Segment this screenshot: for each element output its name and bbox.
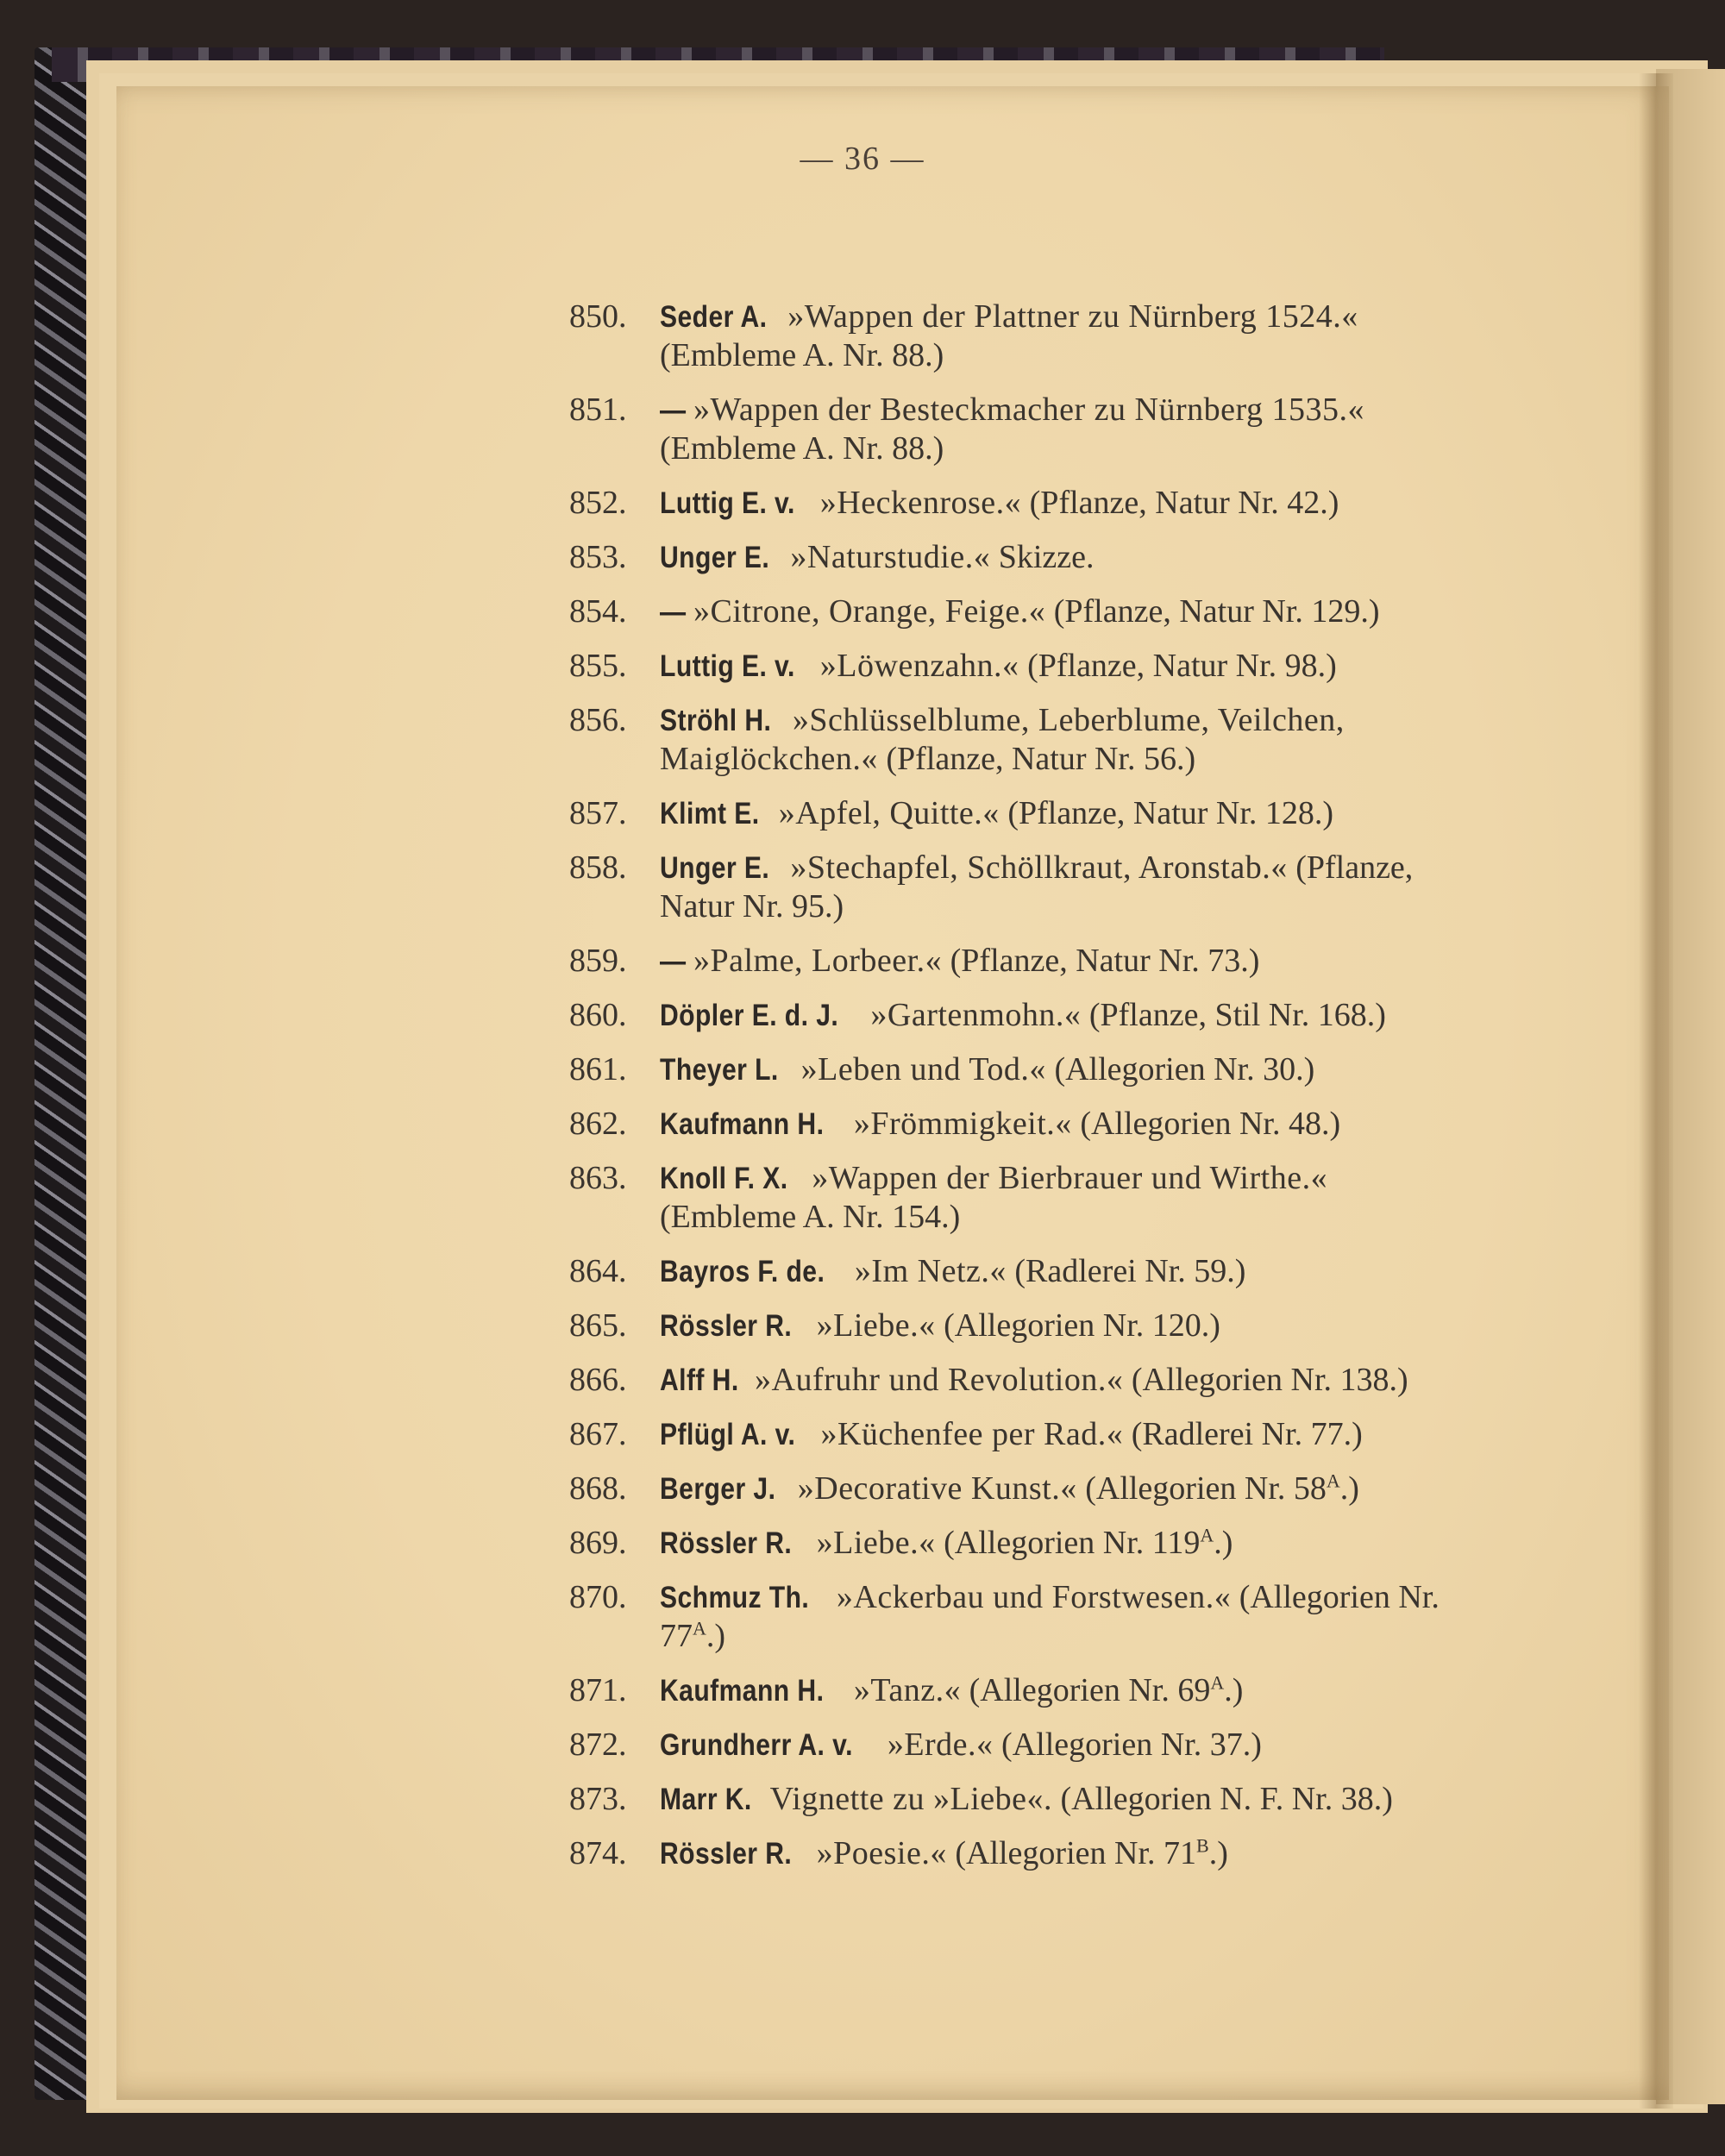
catalog-entry bbox=[569, 1105, 1471, 1144]
entry-reference: Skizze. bbox=[998, 539, 1095, 575]
entry-artist: Kaufmann H. bbox=[660, 1674, 825, 1708]
entry-title: »Apfel, Quitte.« bbox=[778, 795, 1000, 831]
entry-number: 857. bbox=[569, 795, 627, 831]
entry-title: »Heckenrose.« bbox=[819, 485, 1022, 521]
entry-reference: (Pflanze, Natur Nr. 128.) bbox=[1007, 795, 1334, 831]
entry-artist: Kaufmann H. bbox=[660, 1107, 825, 1141]
catalog-entry bbox=[569, 794, 1471, 833]
catalog-entry bbox=[569, 1524, 1471, 1563]
catalog-entry bbox=[569, 996, 1471, 1035]
entry-title: »Löwenzahn.« bbox=[819, 648, 1019, 684]
entry-reference: (Pflanze, Natur Nr. 73.) bbox=[950, 943, 1260, 979]
entry-artist: Rössler R. bbox=[660, 1526, 793, 1560]
entry-number: 851. bbox=[569, 392, 627, 428]
catalog-entry bbox=[569, 1834, 1471, 1873]
entry-reference: (Allegorien Nr. 71 bbox=[955, 1835, 1196, 1871]
entry-reference: (Allegorien Nr. 37.) bbox=[1001, 1727, 1262, 1763]
entry-artist: Alff H. bbox=[660, 1363, 739, 1397]
entry-number: 862. bbox=[569, 1106, 627, 1142]
catalog-entry bbox=[569, 701, 1471, 779]
entry-number: 854. bbox=[569, 593, 627, 630]
entry-title: »Ackerbau und Forstwesen.« bbox=[836, 1579, 1232, 1615]
catalog-entry bbox=[569, 1050, 1471, 1089]
entry-reference: (Radlerei Nr. 59.) bbox=[1014, 1253, 1246, 1289]
catalog-entry bbox=[569, 849, 1471, 926]
entry-artist: Berger J. bbox=[660, 1472, 776, 1506]
entry-artist: Luttig E. v. bbox=[660, 649, 795, 683]
entry-artist: — bbox=[660, 944, 687, 978]
entry-title: »Wappen der Plattner zu Nürnberg 1524.« bbox=[787, 298, 1358, 335]
entry-title: »Stechapfel, Schöllkraut, Aronstab.« bbox=[790, 849, 1288, 886]
entry-reference: (Allegorien Nr. 30.) bbox=[1054, 1051, 1315, 1087]
entry-number: 861. bbox=[569, 1051, 627, 1087]
entry-artist: Rössler R. bbox=[660, 1837, 793, 1871]
entry-reference-superscript: B bbox=[1196, 1834, 1209, 1857]
entry-number: 853. bbox=[569, 539, 627, 575]
entry-number: 869. bbox=[569, 1525, 627, 1561]
catalog-entry bbox=[569, 1415, 1471, 1454]
entry-title: »Gartenmohn.« bbox=[870, 997, 1082, 1033]
entry-number: 872. bbox=[569, 1727, 627, 1763]
entry-reference-superscript: A bbox=[1200, 1524, 1214, 1546]
catalog-entry bbox=[569, 1578, 1471, 1656]
entry-number: 850. bbox=[569, 298, 627, 335]
entry-title: »Liebe.« bbox=[816, 1307, 936, 1344]
entry-artist: Seder A. bbox=[660, 300, 768, 334]
entry-artist: — bbox=[660, 595, 687, 629]
entry-artist: Ströhl H. bbox=[660, 704, 772, 737]
entry-reference: (Allegorien Nr. 48.) bbox=[1080, 1106, 1341, 1142]
catalog-entry-list bbox=[569, 298, 1471, 1889]
entry-reference: (Pflanze, Natur Nr. 42.) bbox=[1029, 485, 1339, 521]
catalog-entry bbox=[569, 592, 1471, 631]
entry-number: 860. bbox=[569, 997, 627, 1033]
entry-number: 858. bbox=[569, 849, 627, 886]
entry-reference-superscript: A bbox=[693, 1617, 706, 1639]
entry-artist: Knoll F. X. bbox=[660, 1162, 788, 1195]
entry-number: 871. bbox=[569, 1672, 627, 1708]
catalog-entry bbox=[569, 484, 1471, 523]
entry-title: »Im Netz.« bbox=[854, 1253, 1007, 1289]
entry-title: Vignette zu »Liebe«. bbox=[769, 1781, 1053, 1817]
entry-artist: Theyer L. bbox=[660, 1053, 779, 1087]
entry-reference: (Allegorien Nr. 58 bbox=[1085, 1470, 1327, 1507]
entry-title: »Wappen der Besteckmacher zu Nürnberg 1535.« bbox=[693, 392, 1364, 428]
entry-reference-end: .) bbox=[1208, 1835, 1228, 1871]
entry-number: 867. bbox=[569, 1416, 627, 1452]
entry-title: »Küchenfee per Rad.« bbox=[820, 1416, 1124, 1452]
entry-number: 870. bbox=[569, 1579, 627, 1615]
entry-number: 864. bbox=[569, 1253, 627, 1289]
catalog-entry bbox=[569, 1307, 1471, 1345]
catalog-entry bbox=[569, 942, 1471, 981]
entry-reference: (Pflanze, Natur Nr. 56.) bbox=[886, 741, 1196, 777]
entry-title: »Erde.« bbox=[887, 1727, 994, 1763]
entry-number: 855. bbox=[569, 648, 627, 684]
entry-artist: — bbox=[660, 393, 687, 427]
entry-reference-end: .) bbox=[1224, 1672, 1244, 1708]
entry-title: »Leben und Tod.« bbox=[800, 1051, 1046, 1087]
page-number: — 36 — bbox=[800, 141, 925, 177]
catalog-entry bbox=[569, 1470, 1471, 1508]
page-gutter-shadow bbox=[1639, 73, 1673, 2109]
catalog-entry bbox=[569, 298, 1471, 375]
entry-artist: Unger E. bbox=[660, 851, 770, 885]
entry-artist: Rössler R. bbox=[660, 1309, 793, 1343]
entry-reference: (Allegorien Nr. 119 bbox=[944, 1525, 1201, 1561]
catalog-entry bbox=[569, 391, 1471, 468]
catalog-entry bbox=[569, 1252, 1471, 1291]
entry-number: 873. bbox=[569, 1781, 627, 1817]
entry-artist: Schmuz Th. bbox=[660, 1581, 810, 1614]
entry-number: 868. bbox=[569, 1470, 627, 1507]
entry-reference: (Pflanze, Natur Nr. 95.) bbox=[660, 849, 1414, 924]
entry-title: »Palme, Lorbeer.« bbox=[693, 943, 943, 979]
entry-reference: (Allegorien Nr. 138.) bbox=[1131, 1362, 1408, 1398]
catalog-entry bbox=[569, 538, 1471, 577]
entry-title: »Schlüsselblume, Leberblume, Veilchen, Maiglöckchen.« bbox=[660, 702, 1345, 777]
entry-reference-end: .) bbox=[1339, 1470, 1359, 1507]
entry-title: »Aufruhr und Revolution.« bbox=[755, 1362, 1124, 1398]
entry-title: »Tanz.« bbox=[853, 1672, 962, 1708]
entry-reference-superscript: A bbox=[1326, 1470, 1340, 1492]
entry-reference: (Allegorien Nr. 77 bbox=[660, 1579, 1440, 1654]
entry-number: 874. bbox=[569, 1835, 627, 1871]
entry-number: 866. bbox=[569, 1362, 627, 1398]
entry-reference: (Allegorien Nr. 120.) bbox=[944, 1307, 1220, 1344]
entry-reference: (Radlerei Nr. 77.) bbox=[1131, 1416, 1363, 1452]
entry-title: »Poesie.« bbox=[816, 1835, 947, 1871]
entry-reference: (Embleme A. Nr. 154.) bbox=[660, 1199, 961, 1235]
entry-title: »Wappen der Bierbrauer und Wirthe.« bbox=[812, 1160, 1328, 1196]
catalog-entry bbox=[569, 1159, 1471, 1237]
entry-title: »Citrone, Orange, Feige.« bbox=[693, 593, 1046, 630]
entry-title: »Naturstudie.« bbox=[790, 539, 991, 575]
entry-reference: (Pflanze, Stil Nr. 168.) bbox=[1088, 997, 1386, 1033]
entry-number: 865. bbox=[569, 1307, 627, 1344]
entry-reference-superscript: A bbox=[1210, 1671, 1225, 1694]
entry-artist: Pflügl A. v. bbox=[660, 1418, 796, 1451]
entry-artist: Klimt E. bbox=[660, 797, 760, 830]
catalog-entry bbox=[569, 647, 1471, 686]
entry-reference: (Pflanze, Natur Nr. 98.) bbox=[1027, 648, 1337, 684]
entry-artist: Luttig E. v. bbox=[660, 486, 795, 520]
entry-reference: (Allegorien Nr. 69 bbox=[969, 1672, 1211, 1708]
entry-reference-end: .) bbox=[1214, 1525, 1233, 1561]
entry-number: 863. bbox=[569, 1160, 627, 1196]
entry-artist: Döpler E. d. J. bbox=[660, 999, 839, 1032]
entry-artist: Marr K. bbox=[660, 1783, 752, 1816]
entry-artist: Unger E. bbox=[660, 541, 770, 574]
entry-title: »Decorative Kunst.« bbox=[797, 1470, 1077, 1507]
entry-number: 852. bbox=[569, 485, 627, 521]
entry-title: »Liebe.« bbox=[816, 1525, 936, 1561]
entry-artist: Grundherr A. v. bbox=[660, 1728, 853, 1762]
entry-number: 859. bbox=[569, 943, 627, 979]
catalog-entry bbox=[569, 1361, 1471, 1400]
catalog-entry bbox=[569, 1780, 1471, 1819]
entry-reference: (Embleme A. Nr. 88.) bbox=[660, 337, 944, 373]
entry-artist: Bayros F. de. bbox=[660, 1255, 825, 1288]
entry-reference-end: .) bbox=[706, 1618, 726, 1654]
entry-number: 856. bbox=[569, 702, 627, 738]
catalog-entry bbox=[569, 1726, 1471, 1764]
entry-title: »Frömmigkeit.« bbox=[853, 1106, 1072, 1142]
entry-reference: (Allegorien N. F. Nr. 38.) bbox=[1060, 1781, 1393, 1817]
entry-reference: (Embleme A. Nr. 88.) bbox=[660, 430, 944, 467]
entry-reference: (Pflanze, Natur Nr. 129.) bbox=[1053, 593, 1380, 630]
catalog-entry bbox=[569, 1671, 1471, 1710]
